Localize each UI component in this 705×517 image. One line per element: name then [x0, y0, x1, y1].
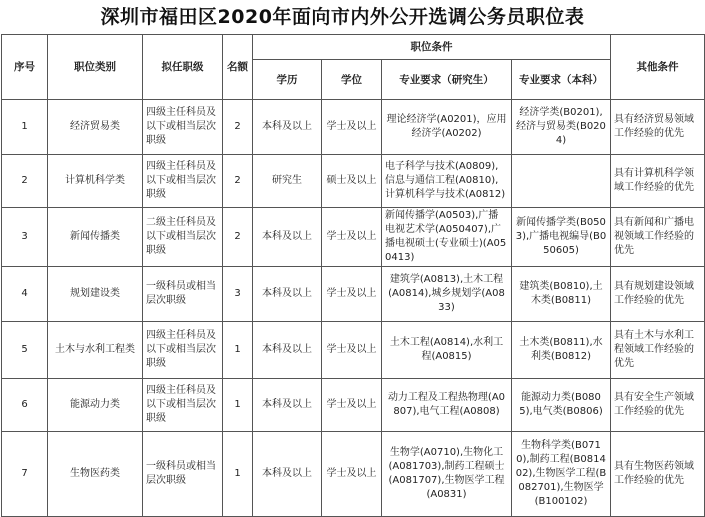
cell-other: 具有计算机科学领域工作经验的优先 — [611, 155, 705, 208]
cell-other: 具有生物医药领域工作经验的优先 — [611, 432, 705, 517]
table-row — [2, 267, 705, 322]
cell-degree: 学士及以上 — [322, 379, 382, 432]
cell-degree: 学士及以上 — [322, 208, 382, 267]
cell-seq: 4 — [2, 267, 48, 322]
header-degree: 学位 — [322, 60, 382, 100]
cell-level: 四级主任科员及以下或相当层次职级 — [143, 100, 223, 155]
cell-level: 四级主任科员及以下或相当层次职级 — [143, 155, 223, 208]
cell-category: 能源动力类 — [48, 379, 143, 432]
header-major-ug: 专业要求（本科） — [512, 60, 611, 100]
cell-quota: 1 — [223, 432, 253, 517]
header-level: 拟任职级 — [143, 35, 223, 100]
positions-table — [1, 34, 705, 517]
cell-seq: 3 — [2, 208, 48, 267]
table-row — [2, 379, 705, 432]
cell-seq: 1 — [2, 100, 48, 155]
cell-seq: 7 — [2, 432, 48, 517]
cell-category: 新闻传播类 — [48, 208, 143, 267]
table-row — [2, 100, 705, 155]
cell-major-ug: 能源动力类(B0805),电气类(B0806) — [512, 379, 611, 432]
cell-other: 具有规划建设领域工作经验的优先 — [611, 267, 705, 322]
header-conditions: 职位条件 — [253, 35, 611, 60]
cell-category: 土木与水利工程类 — [48, 322, 143, 379]
cell-major-ug: 生物科学类(B0710),制药工程(B081402),生物医学工程(B082701),生物医学(B100102) — [512, 432, 611, 517]
cell-major-ug: 经济学类(B0201),经济与贸易类(B0204) — [512, 100, 611, 155]
cell-other: 具有经济贸易领域工作经验的优先 — [611, 100, 705, 155]
table-row — [2, 432, 705, 517]
cell-other: 具有土木与水利工程领域工作经验的优先 — [611, 322, 705, 379]
cell-degree: 学士及以上 — [322, 100, 382, 155]
cell-major-grad: 生物学(A0710),生物化工(A081703),制药工程硕士(A081707),生物医学工程(A0831) — [382, 432, 512, 517]
header-quota: 名额 — [223, 35, 253, 100]
header-education: 学历 — [253, 60, 322, 100]
cell-level: 二级主任科员及以下或相当层次职级 — [143, 208, 223, 267]
cell-education: 本科及以上 — [253, 267, 322, 322]
cell-level: 四级主任科员及以下或相当层次职级 — [143, 379, 223, 432]
cell-education: 本科及以上 — [253, 208, 322, 267]
cell-quota: 2 — [223, 155, 253, 208]
cell-level: 四级主任科员及以下或相当层次职级 — [143, 322, 223, 379]
cell-level: 一级科员或相当层次职级 — [143, 432, 223, 517]
cell-major-grad: 理论经济学(A0201)，应用经济学(A0202) — [382, 100, 512, 155]
header-major-grad: 专业要求（研究生） — [382, 60, 512, 100]
cell-quota: 3 — [223, 267, 253, 322]
cell-education: 研究生 — [253, 155, 322, 208]
cell-degree: 硕士及以上 — [322, 155, 382, 208]
table-row — [2, 322, 705, 379]
table-row — [2, 155, 705, 208]
cell-major-grad: 土木工程(A0814),水利工程(A0815) — [382, 322, 512, 379]
cell-seq: 2 — [2, 155, 48, 208]
cell-quota: 2 — [223, 100, 253, 155]
cell-degree: 学士及以上 — [322, 322, 382, 379]
header-category: 职位类别 — [48, 35, 143, 100]
cell-major-grad: 建筑学(A0813),土木工程(A0814),城乡规划学(A0833) — [382, 267, 512, 322]
cell-quota: 1 — [223, 379, 253, 432]
cell-seq: 5 — [2, 322, 48, 379]
cell-other: 具有新闻和广播电视领域工作经验的优先 — [611, 208, 705, 267]
header-row-1 — [2, 35, 705, 60]
cell-major-ug: 新闻传播学类(B0503),广播电视编导(B050605) — [512, 208, 611, 267]
table-row — [2, 208, 705, 267]
cell-quota: 1 — [223, 322, 253, 379]
cell-education: 本科及以上 — [253, 432, 322, 517]
cell-major-grad: 新闻传播学(A0503),广播电视艺术学(A050407),广播电视硕士(专业硕士)(A050413) — [382, 208, 512, 267]
cell-quota: 2 — [223, 208, 253, 267]
cell-education: 本科及以上 — [253, 100, 322, 155]
cell-major-ug: 土木类(B0811),水利类(B0812) — [512, 322, 611, 379]
page-title: 深圳市福田区2020年面向市内外公开选调公务员职位表 — [100, 6, 585, 28]
header-other: 其他条件 — [611, 35, 705, 100]
cell-degree: 学士及以上 — [322, 267, 382, 322]
cell-category: 计算机科学类 — [48, 155, 143, 208]
cell-category: 经济贸易类 — [48, 100, 143, 155]
cell-major-ug: 建筑类(B0810),土木类(B0811) — [512, 267, 611, 322]
cell-level: 一级科员或相当层次职级 — [143, 267, 223, 322]
cell-major-grad: 动力工程及工程热物理(A0807),电气工程(A0808) — [382, 379, 512, 432]
cell-education: 本科及以上 — [253, 379, 322, 432]
cell-degree: 学士及以上 — [322, 432, 382, 517]
header-seq: 序号 — [2, 35, 48, 100]
cell-other: 具有安全生产领域工作经验的优先 — [611, 379, 705, 432]
cell-category: 生物医药类 — [48, 432, 143, 517]
cell-major-grad: 电子科学与技术(A0809),信息与通信工程(A0810),计算机科学与技术(A0812) — [382, 155, 512, 208]
cell-education: 本科及以上 — [253, 322, 322, 379]
cell-major-ug — [512, 155, 611, 208]
cell-category: 规划建设类 — [48, 267, 143, 322]
cell-seq: 6 — [2, 379, 48, 432]
